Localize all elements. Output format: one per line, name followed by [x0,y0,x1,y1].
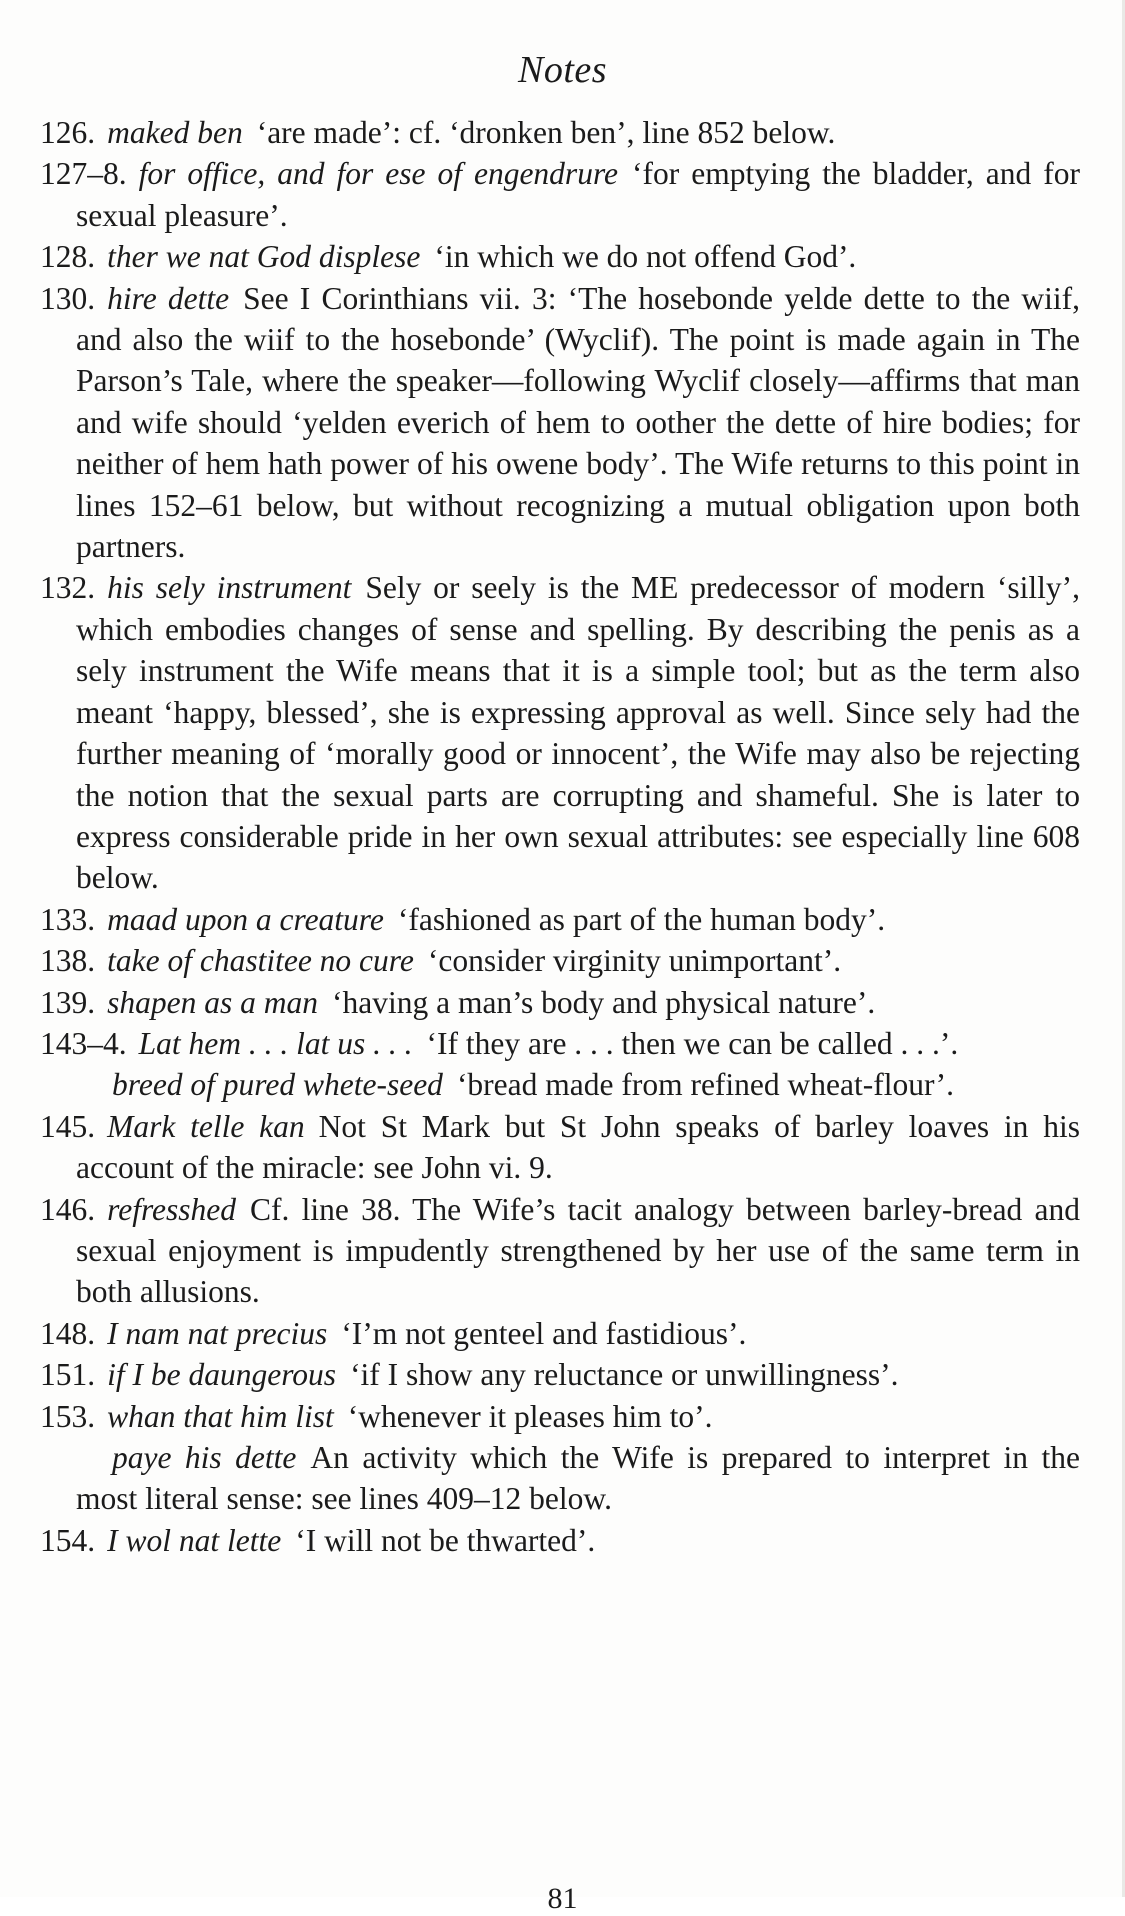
note-148 [40,1313,1080,1354]
note-text: ‘are made’: cf. ‘dronken ben’, line 852 below. [256,115,836,150]
note-lemma: maad upon a creature [107,901,384,937]
note-number: 138. [40,943,96,979]
note-text: ‘consider virginity unimportant’. [427,943,842,979]
note-text: Not St Mark but St John speaks of barley loaves in his account of the miracle: see John vi. 9. [76,1108,1080,1186]
note-number: 126. [40,115,96,150]
note-lemma: paye his dette [112,1440,297,1475]
note-text: See I Corinthians vii. 3: ‘The hosebonde yelde dette to the wiif, and also the wiif to the hosebonde’ (Wyclif). The point is made again in The Parson’s Tale, where the speaker—following Wyclif closely—affirms that man and wife should ‘yelden everich of hem to oother the dette of hire bodies; for neither of hem hath power of his owene body’. The Wife returns to this point in lines 152–61 below, but without recognizing a mutual obligation upon both partners. [76,280,1080,565]
page-number: 81 [547,1882,578,1915]
note-lemma: Lat hem . . . lat us . . . [138,1025,413,1061]
note-text: ‘I will not be thwarted’. [295,1522,596,1558]
note-text: ‘whenever it pleases him to’. [347,1398,713,1434]
note-number: 154. [40,1522,96,1558]
note-text: Cf. line 38. The Wife’s tacit analogy between barley-bread and sexual enjoyment is impudently strengthened by her use of the same term in both allusions. [76,1191,1080,1310]
note-153 [40,1396,1080,1437]
note-number: 130. [40,280,96,316]
note-lemma: ther we nat God displese [107,239,421,275]
note-lemma: I wol nat lette [107,1522,282,1558]
note-154 [40,1520,1080,1561]
note-lemma: refresshed [107,1191,237,1227]
note-139 [40,982,1080,1023]
note-132 [40,567,1080,898]
note-lemma: whan that him list [107,1398,334,1434]
note-lemma: Mark telle kan [107,1108,305,1144]
note-lemma: hire dette [107,280,230,316]
note-lemma: his sely instrument [107,570,352,606]
note-133 [40,899,1080,940]
note-text: ‘bread made from refined wheat-flour’. [456,1067,954,1103]
note-lemma: for office, and for ese of engendrure [138,156,619,192]
note-number: 128. [40,239,96,275]
note-text: An activity which the Wife is prepared to interpret in the most literal sense: see lines 409–12 below. [76,1440,1080,1517]
note-number: 143–4. [40,1025,127,1061]
note-146 [40,1189,1080,1313]
note-number: 145. [40,1108,96,1144]
note-143-4 [40,1023,1080,1064]
note-lemma: shapen as a man [107,984,318,1020]
note-text: ‘If they are . . . then we can be called . . .’. [426,1025,959,1061]
running-header: Notes [517,49,608,91]
note-126 [40,112,1080,153]
note-number: 148. [40,1315,96,1351]
note-lemma: if I be daungerous [107,1357,337,1393]
note-number: 133. [40,901,96,937]
note-number: 146. [40,1191,96,1227]
notes-list [40,112,1080,1561]
note-number: 151. [40,1357,96,1393]
note-text: ‘fashioned as part of the human body’. [397,901,886,937]
note-text: Sely or seely is the ME predecessor of modern ‘silly’, which embodies changes of sense and spelling. By describing the penis as a sely instrument the Wife means that it is a simple tool; but as the term also meant ‘happy, blessed’, she is expressing approval as well. Since sely had the further meaning of ‘morally good or innocent’, the Wife may also be rejecting the notion that the sexual parts are corrupting and shameful. She is later to express considerable pride in her own sexual attributes: see especially line 608 below. [76,570,1080,896]
note-lemma: take of chastitee no cure [107,943,414,979]
note-151 [40,1354,1080,1395]
note-153-continued [40,1437,1080,1520]
note-128 [40,236,1080,277]
note-number: 139. [40,984,96,1020]
note-lemma: maked ben [107,115,243,150]
note-130 [40,278,1080,568]
note-lemma: I nam nat precius [107,1315,328,1351]
note-text: ‘in which we do not offend God’. [434,239,857,275]
note-145 [40,1106,1080,1189]
note-text: ‘I’m not genteel and fastidious’. [341,1315,747,1351]
note-138 [40,940,1080,981]
note-number: 153. [40,1398,96,1434]
note-text: ‘if I show any reluctance or unwillingness’. [350,1357,899,1393]
note-text: ‘for emptying the bladder, and for sexual pleasure’. [76,156,1080,233]
note-number: 132. [40,570,96,606]
note-text: ‘having a man’s body and physical nature’. [332,984,876,1020]
note-number: 127–8. [40,156,127,192]
note-lemma: breed of pured whete-seed [112,1067,443,1103]
note-143-4-continued [40,1064,1080,1105]
note-127-8 [40,153,1080,236]
